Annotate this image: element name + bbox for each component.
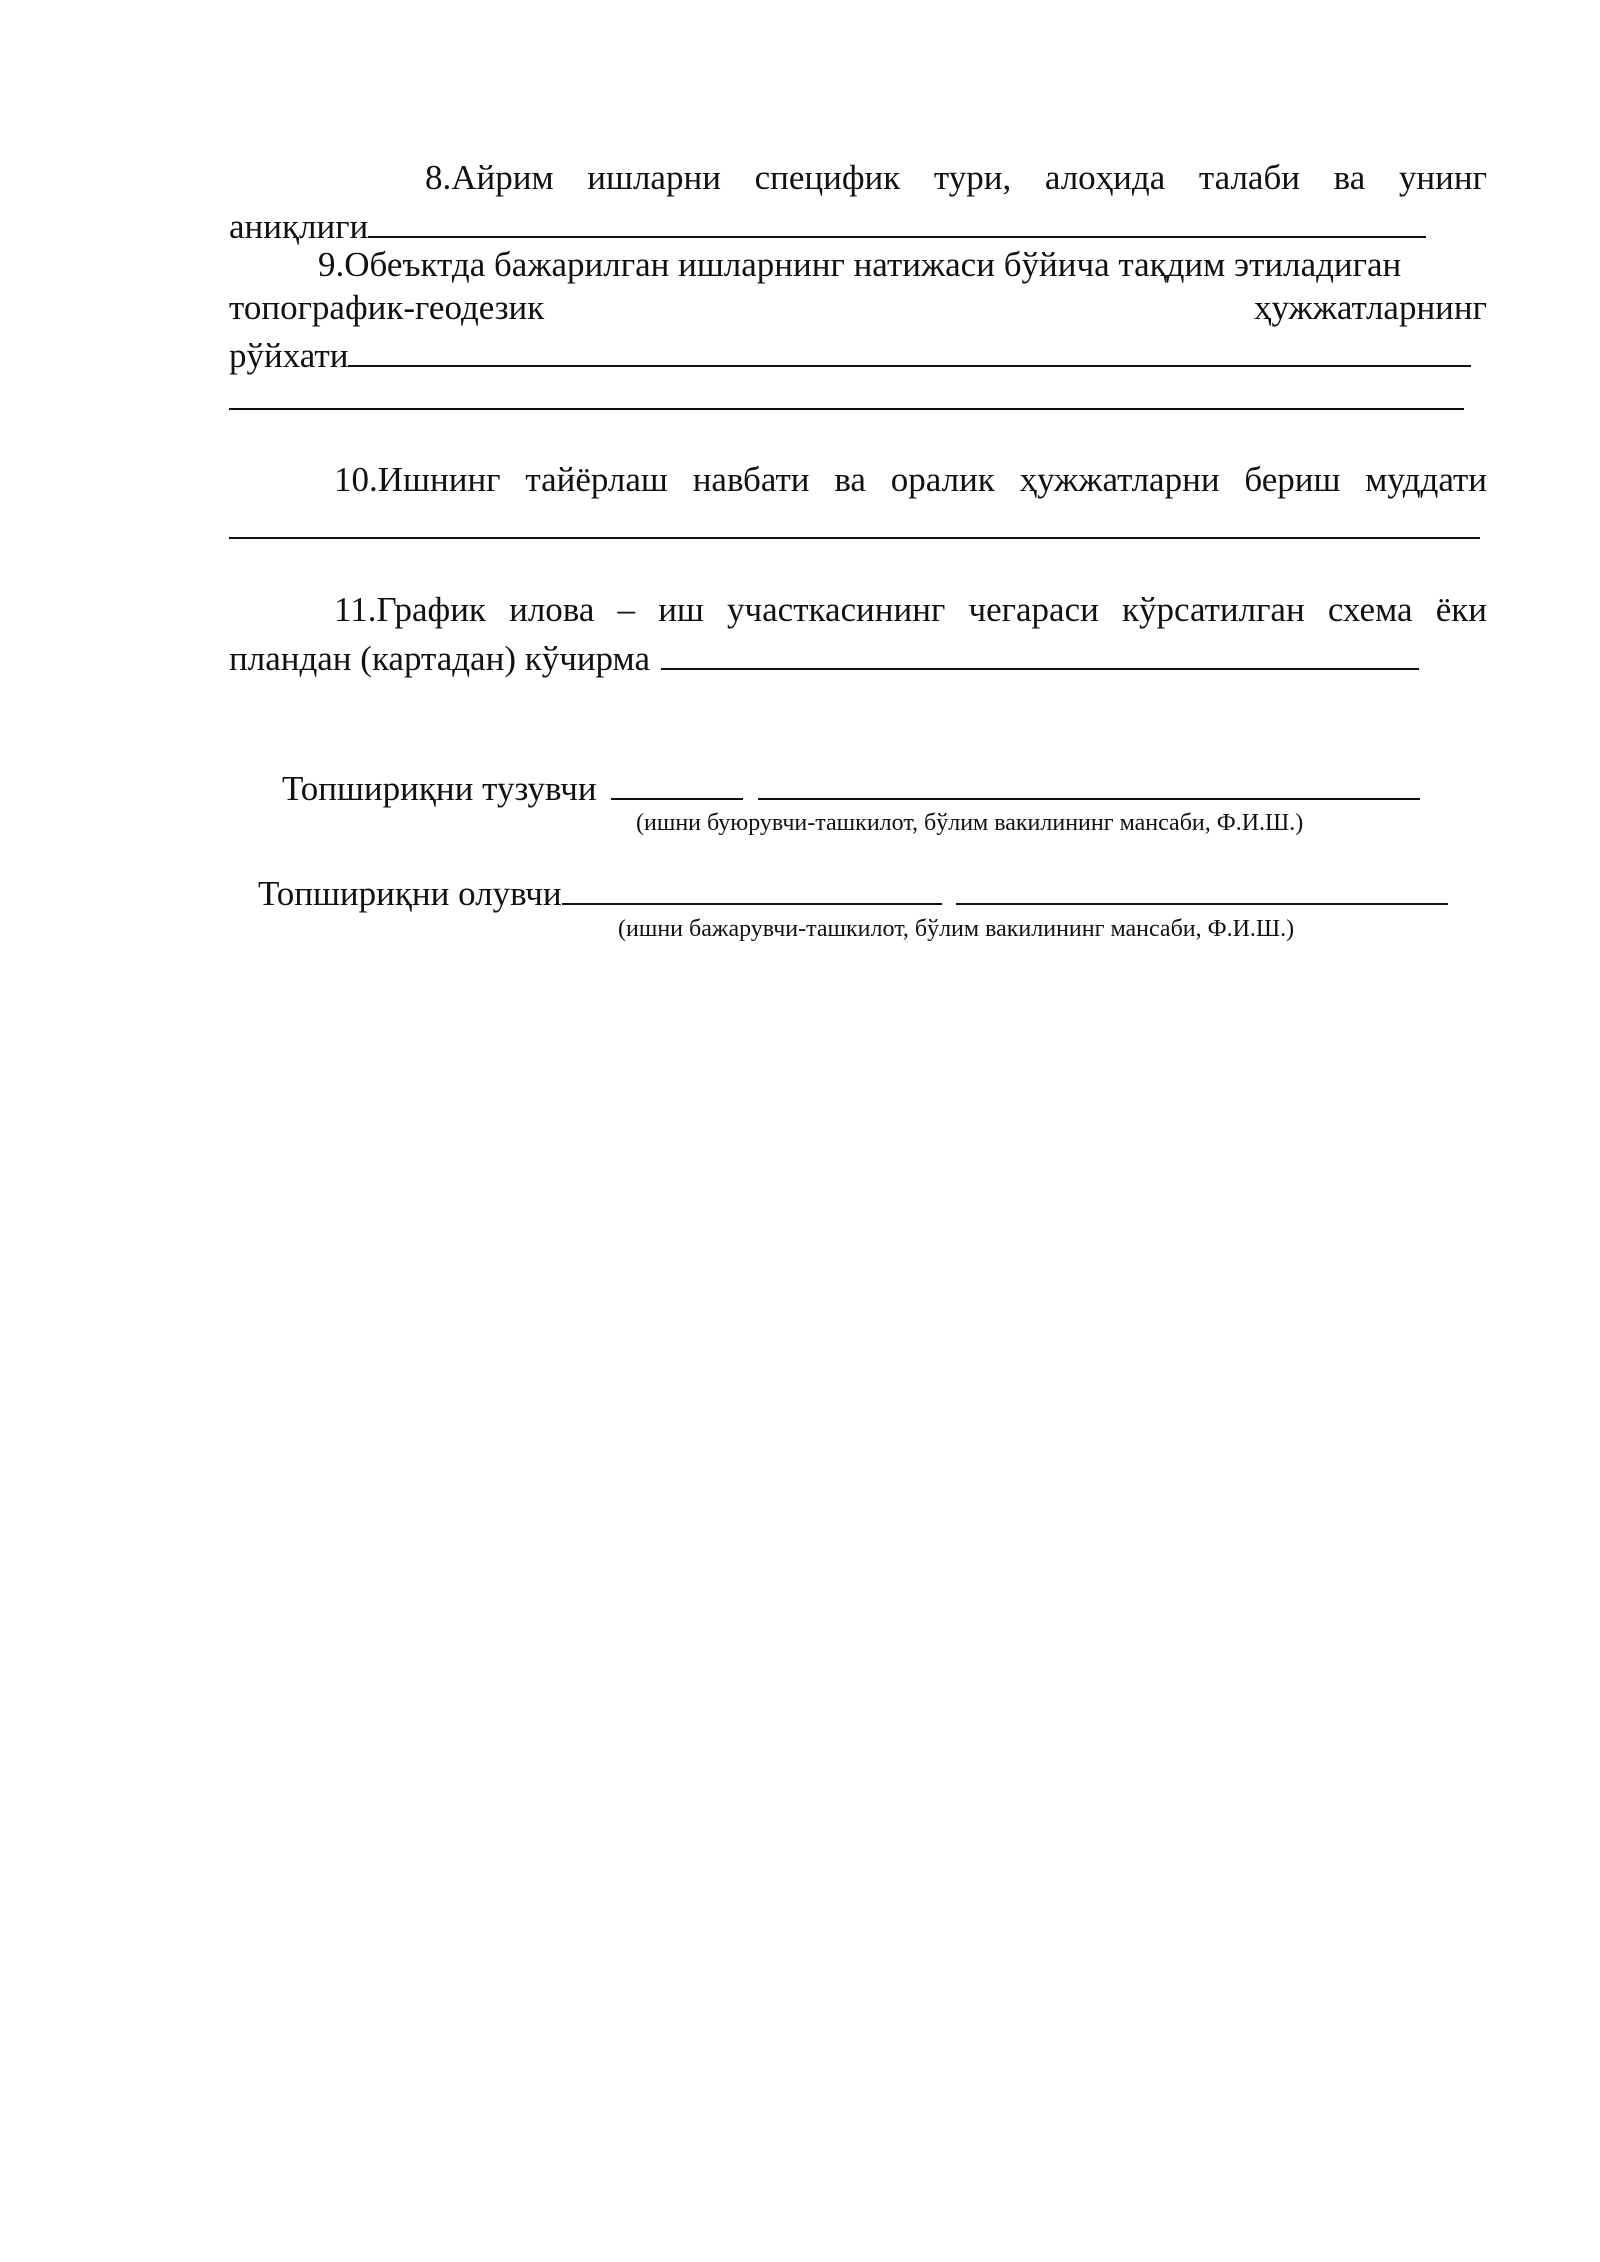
item-8-word: ишларни xyxy=(587,158,721,197)
receiver-label: Топшириқни олувчи xyxy=(258,874,562,913)
item-11-label: пландан (картадан) кўчирма xyxy=(229,639,650,678)
item-9-label: рўйхати xyxy=(229,336,349,375)
item-8-line-2 xyxy=(229,200,1426,249)
item-11-word: – xyxy=(617,590,636,629)
item-11-word: чегараси xyxy=(968,590,1099,629)
item-9-text: 9.Обеъктда бажарилган ишларнинг натижаси бўйича тақдим этиладиган xyxy=(318,245,1402,284)
item-8-word: тури, xyxy=(933,158,1012,197)
item-9-line-1 xyxy=(318,243,1487,287)
item-8-word: алоҳида xyxy=(1044,158,1166,197)
item-11-line-2 xyxy=(229,632,1419,681)
item-8-word: унинг xyxy=(1398,158,1487,197)
item-8-line-1 xyxy=(425,156,1487,200)
receiver-signature-field[interactable] xyxy=(562,867,942,905)
item-8-label: аниқлиги xyxy=(229,207,369,246)
item-8-word: талаби xyxy=(1198,158,1301,197)
item-11-word: иш xyxy=(658,590,704,629)
item-8-word: 8.Айрим xyxy=(425,158,554,197)
item-11-word: 11.График xyxy=(334,590,486,629)
item-11-word: ёки xyxy=(1435,590,1487,629)
composer-label: Топшириқни тузувчи xyxy=(282,769,597,808)
item-10-line-1 xyxy=(334,458,1487,502)
item-11-fill-line[interactable] xyxy=(661,632,1419,670)
item-9-right-word: ҳужжатларнинг xyxy=(1253,288,1487,327)
composer-signature-field[interactable] xyxy=(611,762,743,800)
item-10-word: 10.Ишнинг xyxy=(334,460,501,499)
item-10-word: муддати xyxy=(1365,460,1487,499)
item-11-word: кўрсатилган xyxy=(1121,590,1305,629)
item-10-word: бериш xyxy=(1244,460,1341,499)
item-11-line-1 xyxy=(334,588,1487,632)
item-8-word: ва xyxy=(1333,158,1366,197)
receiver-signature-line xyxy=(258,867,1448,916)
item-10-fill-line[interactable] xyxy=(229,537,1480,539)
item-9-left-word: топографик-геодезик xyxy=(229,288,545,327)
item-8-fill-line[interactable] xyxy=(368,200,1426,238)
item-10-word: оралик xyxy=(890,460,995,499)
item-10-word: ҳужжатларни xyxy=(1019,460,1220,499)
composer-name-field[interactable] xyxy=(758,762,1420,800)
item-11-word: участкасининг xyxy=(727,590,946,629)
item-9-line-2 xyxy=(229,286,1487,330)
composer-caption: (ишни буюрувчи-ташкилот, бўлим вакилининг мансаби, Ф.И.Ш.) xyxy=(636,810,1304,836)
item-10-word: тайёрлаш xyxy=(525,460,668,499)
item-11-word: илова xyxy=(509,590,595,629)
composer-signature-line xyxy=(282,762,1420,811)
item-9-line-3 xyxy=(229,329,1471,378)
item-9-extra-fill-line[interactable] xyxy=(229,408,1464,410)
receiver-caption: (ишни бажарувчи-ташкилот, бўлим вакилининг мансаби, Ф.И.Ш.) xyxy=(618,916,1295,942)
item-8-word: специфик xyxy=(754,158,901,197)
item-10-word: ва xyxy=(834,460,866,499)
receiver-name-field[interactable] xyxy=(956,867,1448,905)
item-9-fill-line[interactable] xyxy=(348,329,1471,367)
item-11-word: схема xyxy=(1327,590,1413,629)
item-10-word: навбати xyxy=(692,460,810,499)
